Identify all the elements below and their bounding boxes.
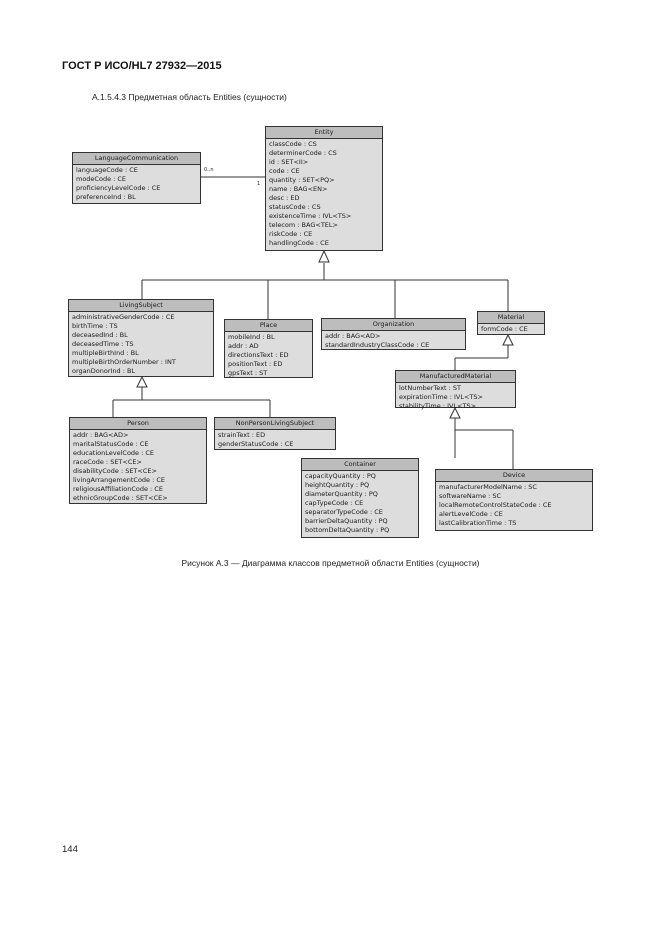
class-attribute: capTypeCode : CE	[305, 499, 364, 507]
class-attribute: barrierDeltaQuantity : PQ	[305, 517, 388, 525]
class-attribute: addr : BAG<AD>	[73, 431, 129, 439]
class-attribute: lotNumberText : ST	[399, 384, 462, 392]
class-attribute: genderStatusCode : CE	[218, 440, 294, 448]
class-attribute: quantity : SET<PQ>	[269, 176, 335, 184]
figure-caption: Рисунок A.3 — Диаграмма классов предметной области Entities (сущности)	[181, 558, 480, 568]
class-name: NonPersonLivingSubject	[215, 418, 335, 430]
class-attribute: modeCode : CE	[76, 175, 127, 183]
class-entity	[265, 126, 383, 251]
class-attribute: diameterQuantity : PQ	[305, 490, 378, 498]
class-attribute: birthTime : TS	[72, 322, 118, 330]
class-name: LivingSubject	[69, 300, 213, 312]
class-name: Device	[436, 470, 592, 482]
generalization-arrow-living-subject	[137, 377, 147, 387]
class-name: Container	[302, 459, 418, 471]
class-attribute: religiousAffiliationCode : CE	[73, 485, 163, 493]
class-attribute: mobileInd : BL	[228, 333, 275, 341]
class-attribute: directionsText : ED	[228, 351, 289, 359]
class-name: Place	[225, 320, 312, 332]
class-attribute: educationLevelCode : CE	[73, 449, 155, 457]
generalization-arrow-material	[503, 335, 513, 345]
class-attribute: raceCode : SET<CE>	[73, 458, 142, 466]
class-attribute: expirationTime : IVL<TS>	[399, 393, 483, 401]
class-nonperson-living-subject	[214, 417, 336, 450]
class-attribute: telecom : BAG<TEL>	[269, 221, 338, 229]
class-attribute: maritalStatusCode : CE	[73, 440, 149, 448]
class-place	[224, 319, 313, 378]
class-attribute: riskCode : CE	[269, 230, 313, 238]
document-header: ГОСТ Р ИСО/HL7 27932—2015	[62, 60, 222, 72]
class-attribute: manufacturerModelName : SC	[439, 483, 537, 491]
class-attribute: bottomDeltaQuantity : PQ	[305, 526, 390, 534]
class-attribute: localRemoteControlStateCode : CE	[439, 501, 552, 509]
class-attribute: alertLevelCode : CE	[439, 510, 503, 518]
class-attribute: code : CE	[269, 167, 300, 175]
class-name: Entity	[266, 127, 382, 139]
class-attribute: languageCode : CE	[76, 166, 138, 174]
class-attribute: existenceTime : IVL<TS>	[269, 212, 352, 220]
class-name: Material	[478, 312, 544, 324]
class-attribute: organDonorInd : BL	[72, 367, 136, 375]
class-attribute: capacityQuantity : PQ	[305, 472, 376, 480]
class-attribute: deceasedInd : BL	[72, 331, 128, 339]
class-living-subject	[68, 299, 214, 377]
class-attribute: id : SET<II>	[269, 158, 309, 166]
class-name: Organization	[322, 319, 465, 331]
class-attribute: lastCalibrationTime : TS	[439, 519, 517, 527]
class-attribute: classCode : CS	[269, 140, 317, 148]
class-attribute: handlingCode : CE	[269, 239, 329, 247]
class-name: LanguageCommunication	[73, 153, 200, 165]
class-attribute: strainText : ED	[218, 431, 266, 439]
class-attribute: standardIndustryClassCode : CE	[325, 341, 430, 349]
class-attribute: administrativeGenderCode : CE	[72, 313, 175, 321]
class-attribute: livingArrangementCode : CE	[73, 476, 166, 484]
association-multiplicity-right: 1	[257, 181, 261, 187]
class-attribute: stabilityTime : IVL<TS>	[399, 402, 477, 410]
class-attribute: desc : ED	[269, 194, 300, 202]
class-attribute: statusCode : CS	[269, 203, 321, 211]
class-material	[477, 311, 545, 335]
class-manufactured-material	[395, 370, 516, 408]
class-attribute: gpsText : ST	[228, 369, 268, 377]
class-attribute: proficiencyLevelCode : CE	[76, 184, 161, 192]
class-attribute: preferenceInd : BL	[76, 193, 136, 201]
class-attribute: multipleBirthOrderNumber : INT	[72, 358, 176, 366]
class-attribute: formCode : CE	[481, 325, 528, 333]
class-organization	[321, 318, 466, 350]
class-attribute: softwareName : SC	[439, 492, 502, 500]
class-name: Person	[70, 418, 206, 430]
section-title: A.1.5.4.3 Предметная область Entities (сущности)	[92, 92, 287, 102]
class-attribute: addr : AD	[228, 342, 259, 350]
class-attribute: determinerCode : CS	[269, 149, 337, 157]
class-attribute: deceasedTime : TS	[72, 340, 134, 348]
class-attribute: multipleBirthInd : BL	[72, 349, 139, 357]
page-number: 144	[62, 844, 78, 855]
class-attribute: positionText : ED	[228, 360, 283, 368]
class-container	[301, 458, 419, 538]
association-multiplicity-left: 0..n	[204, 167, 214, 173]
class-attribute: disabilityCode : SET<CE>	[73, 467, 157, 475]
class-person	[69, 417, 207, 504]
class-attribute: name : BAG<EN>	[269, 185, 328, 193]
class-language-communication	[72, 152, 201, 204]
class-device	[435, 469, 593, 531]
generalization-arrow-entity	[319, 251, 329, 262]
class-attribute: heightQuantity : PQ	[305, 481, 370, 489]
class-attribute: separatorTypeCode : CE	[305, 508, 383, 516]
class-attribute: addr : BAG<AD>	[325, 332, 381, 340]
class-name: ManufacturedMaterial	[396, 371, 515, 383]
class-attribute: ethnicGroupCode : SET<CE>	[73, 494, 168, 502]
